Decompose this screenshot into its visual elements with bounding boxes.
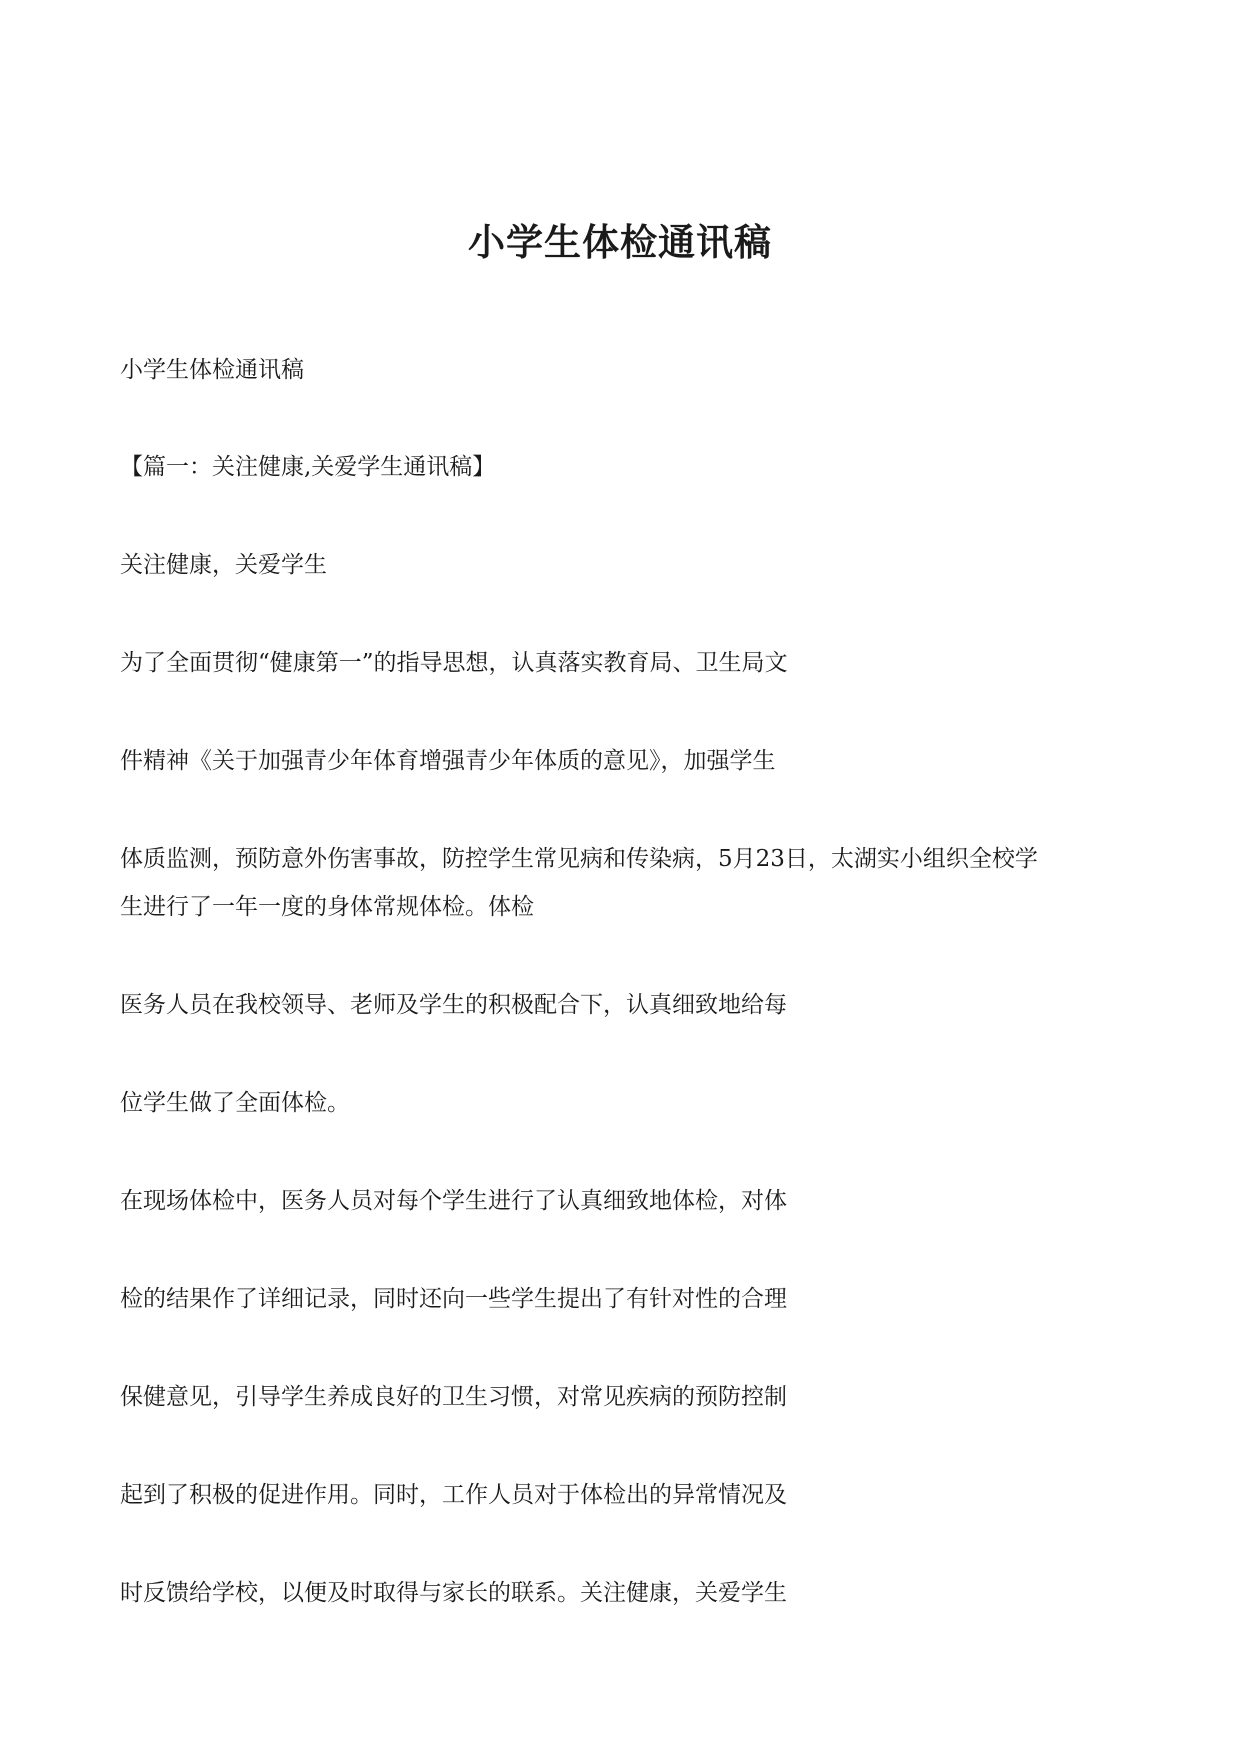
body-line: 在现场体检中，医务人员对每个学生进行了认真细致地体检，对体 [120, 1188, 787, 1214]
body-line: 位学生做了全面体检。 [120, 1090, 350, 1116]
body-line: 件精神《关于加强青少年体育增强青少年体质的意见》，加强学生 [120, 748, 776, 774]
section-heading: 【篇一：关注健康,关爱学生通讯稿】 [120, 454, 496, 480]
body-line: 起到了积极的促进作用。同时，工作人员对于体检出的异常情况及 [120, 1482, 787, 1508]
body-line: 为了全面贯彻“健康第一”的指导思想，认真落实教育局、卫生局文 [120, 650, 788, 676]
paragraph-heading: 关注健康，关爱学生 [120, 552, 327, 578]
body-line: 生进行了一年一度的身体常规体检。体检 [120, 894, 534, 920]
body-line: 保健意见，引导学生养成良好的卫生习惯，对常见疾病的预防控制 [120, 1384, 787, 1410]
body-line: 时反馈给学校，以便及时取得与家长的联系。关注健康，关爱学生 [120, 1580, 787, 1606]
document-title: 小学生体检通讯稿 [468, 220, 772, 264]
body-line: 医务人员在我校领导、老师及学生的积极配合下，认真细致地给每 [120, 992, 787, 1018]
subtitle-line: 小学生体检通讯稿 [120, 357, 304, 383]
body-line: 体质监测，预防意外伤害事故，防控学生常见病和传染病，5月23日，太湖实小组织全校学 [120, 846, 1038, 872]
body-line: 检的结果作了详细记录，同时还向一些学生提出了有针对性的合理 [120, 1286, 787, 1312]
